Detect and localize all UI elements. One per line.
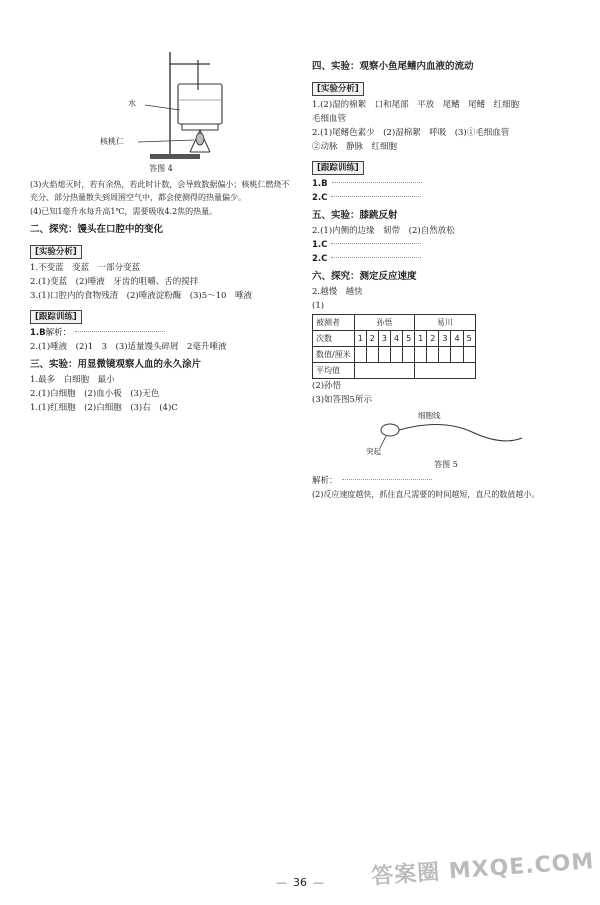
s3-training-1: 1.(1)红细胞 (2)白细胞 (3)右 (4)C <box>30 402 178 413</box>
count-cell: 2 <box>427 331 439 347</box>
right-column <box>312 56 580 504</box>
training-1-answer: 1.B <box>312 179 328 189</box>
training-1-answer: 1.B <box>30 327 46 338</box>
row-avg-label: 平均值 <box>313 363 355 379</box>
header-name-a: 孙悟 <box>354 315 414 331</box>
heating-apparatus-diagram <box>30 50 292 162</box>
answer-2: 2.(1)变蓝 (2)唾液 牙齿的咀嚼、舌的搅拌 <box>30 276 199 287</box>
last-line: (2)反应速度越快，抓住直尺需要的时间越短，直尺的数值越小。 <box>312 490 540 499</box>
left-column <box>30 50 292 416</box>
training-1 <box>312 178 580 191</box>
label-thread: 细胞线 <box>418 411 441 420</box>
answer-1: 1.不变蓝 变蓝 一部分变蓝 <box>30 262 141 273</box>
training-tag: [跟踪训练] <box>30 310 82 324</box>
training-2 <box>312 192 580 205</box>
reaction-diagram <box>312 408 580 458</box>
figure-5-caption: 答图 5 <box>434 460 458 469</box>
training-2-answer: 2.C <box>312 193 328 203</box>
s5-training-2-answer: 2.C <box>312 254 328 264</box>
analysis-tag: [实验分析] <box>30 245 82 259</box>
count-cell: 2 <box>366 331 378 347</box>
figure-5 <box>312 408 580 458</box>
s6-training-label: (1) <box>312 301 325 311</box>
data-table <box>312 314 476 379</box>
section-2-title: 二、探究：馒头在口腔中的变化 <box>30 223 164 235</box>
header-name-b: 易川 <box>415 315 475 331</box>
s6-analysis <box>312 475 580 488</box>
row-data-label: 数值/厘米 <box>313 347 355 363</box>
count-cell: 1 <box>415 331 427 347</box>
header-tester: 被测者 <box>313 315 355 331</box>
apparatus-figure <box>30 50 292 162</box>
s5-training-1 <box>312 239 580 252</box>
para-4: (4)已知1毫升水每升高1℃，需要吸收4.2焦的热量。 <box>30 207 218 217</box>
label-walnut: 核桃仁 <box>100 137 124 146</box>
answer-2b: ②动脉 静脉 红细胞 <box>312 142 398 152</box>
analysis-tag: [实验分析] <box>312 82 364 96</box>
analysis-label: 解析： <box>45 327 72 338</box>
count-cell: 3 <box>439 331 451 347</box>
s3-answer-2: 2.(1)白细胞 (2)血小板 (3)无色 <box>30 388 160 399</box>
label-water: 水 <box>128 99 136 108</box>
watermark-logo: 答案圈 MXQE.COM <box>370 849 595 890</box>
section-3-title: 三、实验：用显微镜观察人血的永久涂片 <box>30 358 202 370</box>
s5-training-2 <box>312 253 580 266</box>
s5-training-1-answer: 1.C <box>312 240 328 250</box>
unreadable-text <box>75 331 165 332</box>
section-6-title: 六、探究：测定反应速度 <box>312 271 417 282</box>
unreadable-text <box>331 243 421 244</box>
figure-caption: 答图 4 <box>149 164 173 173</box>
unreadable-text <box>331 257 421 258</box>
s3-answer-1: 1.最多 白细胞 最小 <box>30 374 115 385</box>
s6-training-3: (3)如答图5所示 <box>312 395 372 405</box>
count-cell: 4 <box>390 331 402 347</box>
row-count-label: 次数 <box>313 331 355 347</box>
count-cell: 5 <box>403 331 415 347</box>
s6-answer: 2.越慢 越快 <box>312 287 363 297</box>
count-cell: 1 <box>354 331 366 347</box>
count-cell: 3 <box>378 331 390 347</box>
answer-1: 1.(2)湿的棉絮 口和尾部 平放 尾鳍 尾鳍 红细胞 <box>312 100 520 110</box>
s5-answer: 2.(1)内侧的边缘 韧带 (2)自然放松 <box>312 226 455 236</box>
answer-2: 2.(1)尾鳍色素少 (2)湿棉絮 呼吸 (3)①毛细血管 <box>312 128 510 138</box>
count-cell: 4 <box>451 331 463 347</box>
answer-3: 3.(1)口腔内的食物残渣 (2)唾液淀粉酶 (3)5～10 唾液 <box>30 290 252 301</box>
training-1 <box>30 327 292 340</box>
training-2: 2.(1)唾液 (2)1 3 (3)适量馒头碎屑 2毫升唾液 <box>30 341 227 352</box>
unreadable-text <box>332 182 422 183</box>
unreadable-text <box>342 479 432 480</box>
section-4-title: 四、实验：观察小鱼尾鳍内血液的流动 <box>312 61 474 72</box>
count-cell: 5 <box>463 331 475 347</box>
unreadable-text <box>331 196 421 197</box>
s6-training-2: (2)孙悟 <box>312 381 342 391</box>
section-5-title: 五、实验：膝跳反射 <box>312 210 398 221</box>
analysis-label: 解析： <box>312 476 338 486</box>
page-number-text: — 36 — <box>262 876 338 889</box>
training-tag: [跟踪训练] <box>312 161 364 175</box>
label-bump: 突起 <box>366 447 381 456</box>
answer-1b: 毛细血管 <box>312 114 347 124</box>
para-3: (3)火焰熄灭时，若有余热，若此时计数，会导致数据偏小；核桃仁燃烧不充分、部分热量散失到周围空气中，都会使测得的热量偏少。 <box>30 180 290 202</box>
